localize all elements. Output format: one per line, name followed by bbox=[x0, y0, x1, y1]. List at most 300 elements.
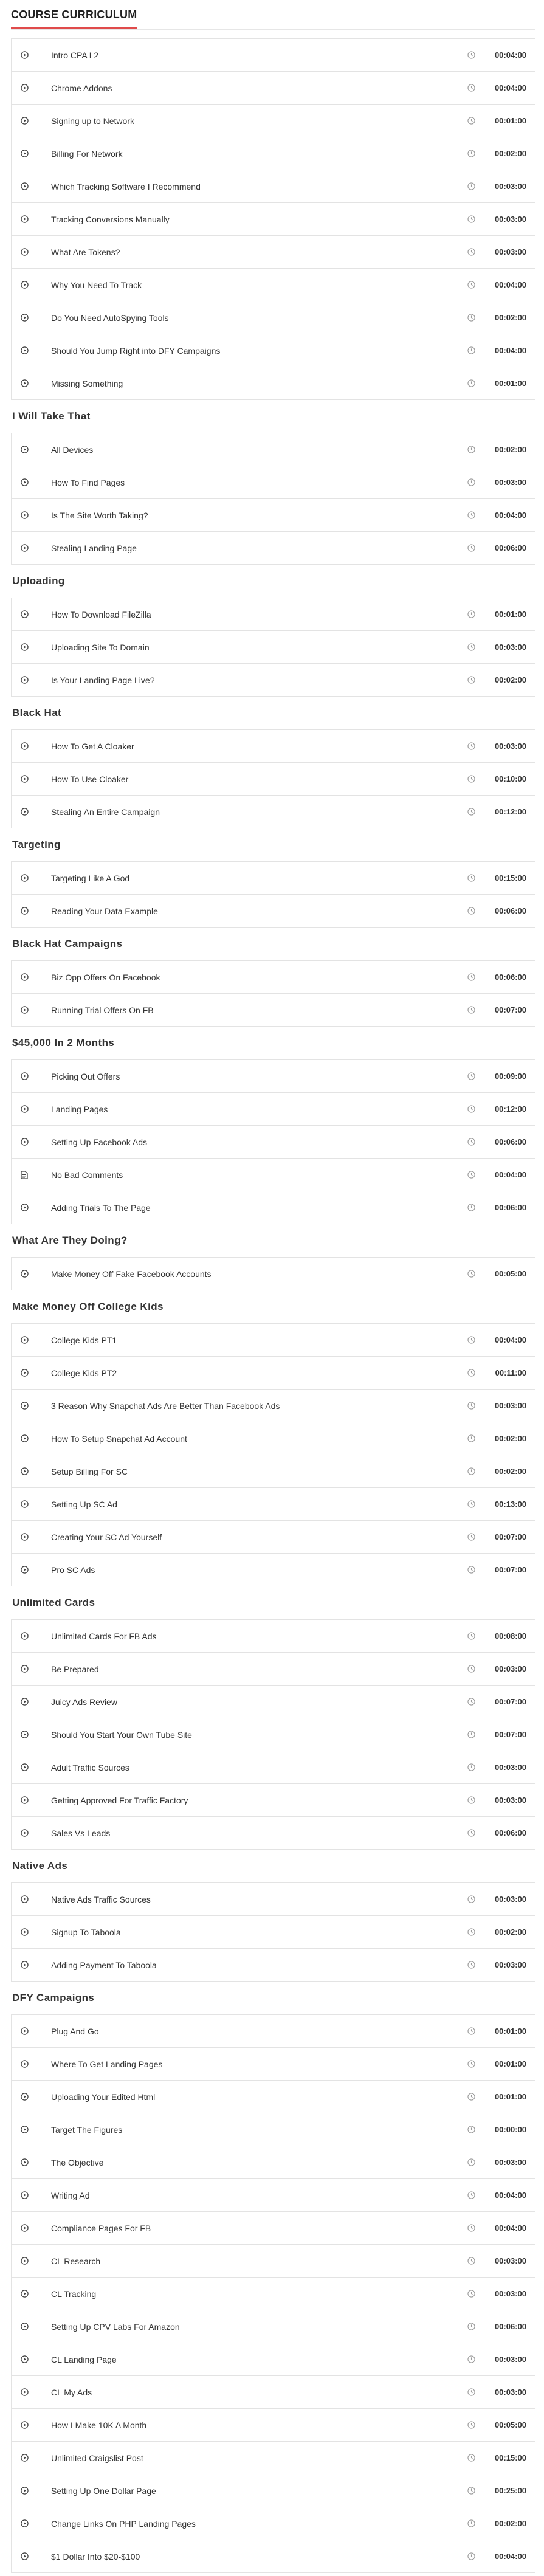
lesson-title[interactable]: Make Money Off Fake Facebook Accounts bbox=[51, 1269, 212, 1279]
play-circle-icon bbox=[20, 1632, 29, 1641]
clock-icon bbox=[467, 2454, 475, 2462]
lesson-meta bbox=[467, 2223, 526, 2233]
play-circle-icon bbox=[20, 2388, 29, 2397]
clock-icon bbox=[467, 215, 475, 224]
lesson-row[interactable] bbox=[12, 1258, 535, 1290]
clock-icon bbox=[467, 2355, 475, 2364]
lesson-title[interactable]: All Devices bbox=[51, 444, 94, 455]
lesson-title[interactable]: College Kids PT1 bbox=[51, 1335, 117, 1345]
lesson-row[interactable] bbox=[12, 301, 535, 334]
lesson-title[interactable]: How To Find Pages bbox=[51, 477, 125, 487]
curriculum-section bbox=[11, 828, 535, 928]
lesson-title[interactable]: Stealing Landing Page bbox=[51, 543, 137, 553]
lesson-row[interactable] bbox=[12, 1093, 535, 1126]
curriculum-section bbox=[11, 1586, 535, 1850]
play-circle-icon bbox=[20, 2355, 29, 2364]
lesson-row[interactable] bbox=[12, 2146, 535, 2179]
lesson-title[interactable]: Pro SC Ads bbox=[51, 1565, 95, 1575]
play-circle-icon bbox=[20, 1566, 29, 1574]
lesson-duration: 00:10:00 bbox=[494, 774, 526, 783]
play-circle-icon bbox=[20, 2191, 29, 2200]
lesson-row[interactable] bbox=[12, 2507, 535, 2540]
lesson-title[interactable]: How To Use Cloaker bbox=[51, 774, 129, 784]
lesson-title[interactable]: Compliance Pages For FB bbox=[51, 2223, 151, 2233]
lesson-meta bbox=[467, 675, 526, 684]
lesson-row[interactable] bbox=[12, 236, 535, 269]
curriculum-section bbox=[11, 38, 535, 400]
clock-icon bbox=[467, 150, 475, 158]
lesson-meta bbox=[467, 182, 526, 191]
lesson-title[interactable]: CL Research bbox=[51, 2256, 101, 2266]
lesson-row[interactable] bbox=[12, 203, 535, 236]
lesson-meta bbox=[467, 313, 526, 322]
play-circle-icon bbox=[20, 1270, 29, 1278]
lesson-list bbox=[11, 1059, 535, 1224]
lesson-meta bbox=[467, 215, 526, 224]
clock-icon bbox=[467, 2421, 475, 2430]
clock-icon bbox=[467, 1632, 475, 1641]
lesson-row[interactable] bbox=[12, 2048, 535, 2081]
clock-icon bbox=[467, 1105, 475, 1114]
lesson-row[interactable] bbox=[12, 2081, 535, 2113]
lesson-meta bbox=[467, 2289, 526, 2298]
play-circle-icon bbox=[20, 2257, 29, 2265]
lesson-title[interactable]: Landing Pages bbox=[51, 1104, 108, 1114]
lesson-list bbox=[11, 1882, 535, 1982]
lesson-duration: 00:12:00 bbox=[494, 1104, 526, 1114]
lesson-meta bbox=[467, 379, 526, 388]
lesson-meta bbox=[467, 2059, 526, 2068]
lesson-meta bbox=[467, 1269, 526, 1278]
lesson-meta bbox=[467, 1401, 526, 1410]
lesson-row[interactable] bbox=[12, 1126, 535, 1159]
lesson-title[interactable]: Stealing An Entire Campaign bbox=[51, 807, 160, 817]
lesson-meta bbox=[467, 1072, 526, 1081]
lesson-title[interactable]: Unlimited Craigslist Post bbox=[51, 2453, 143, 2463]
lesson-title[interactable]: Intro CPA L2 bbox=[51, 50, 99, 60]
lesson-duration: 00:02:00 bbox=[494, 2519, 526, 2528]
lesson-meta bbox=[467, 1763, 526, 1772]
lesson-title[interactable]: Setup Billing For SC bbox=[51, 1466, 128, 1476]
lesson-title[interactable]: Setting Up One Dollar Page bbox=[51, 2485, 156, 2496]
lesson-duration: 00:04:00 bbox=[494, 2191, 526, 2200]
curriculum-section bbox=[11, 1850, 535, 1982]
lesson-title[interactable]: Should You Jump Right into DFY Campaigns bbox=[51, 345, 221, 356]
lesson-duration: 00:07:00 bbox=[494, 1005, 526, 1014]
clock-icon bbox=[467, 478, 475, 487]
lesson-title[interactable]: Native Ads Traffic Sources bbox=[51, 1894, 151, 1904]
lesson-title[interactable]: Picking Out Offers bbox=[51, 1071, 120, 1081]
clock-icon bbox=[467, 1731, 475, 1739]
page-title: COURSE CURRICULUM bbox=[11, 0, 137, 29]
lesson-list bbox=[11, 729, 535, 828]
lesson-row[interactable] bbox=[12, 1883, 535, 1916]
lesson-list bbox=[11, 861, 535, 928]
lesson-row[interactable] bbox=[12, 763, 535, 796]
lesson-row[interactable] bbox=[12, 334, 535, 367]
lesson-title[interactable]: Signup To Taboola bbox=[51, 1927, 121, 1937]
clock-icon bbox=[467, 1402, 475, 1410]
lesson-list bbox=[11, 960, 535, 1027]
lesson-title[interactable]: Chrome Addons bbox=[51, 83, 112, 93]
lesson-row[interactable] bbox=[12, 1784, 535, 1817]
lesson-title[interactable]: Getting Approved For Traffic Factory bbox=[51, 1795, 188, 1805]
clock-icon bbox=[467, 511, 475, 520]
lesson-duration: 00:03:00 bbox=[494, 247, 526, 257]
lesson-title[interactable]: CL Landing Page bbox=[51, 2354, 117, 2364]
lesson-title[interactable]: Adding Trials To The Page bbox=[51, 1202, 151, 1213]
lesson-list bbox=[11, 1323, 535, 1586]
lesson-row[interactable] bbox=[12, 598, 535, 631]
lesson-list bbox=[11, 1257, 535, 1290]
lesson-row[interactable] bbox=[12, 862, 535, 895]
lesson-duration: 00:01:00 bbox=[494, 116, 526, 125]
lesson-row[interactable] bbox=[12, 137, 535, 170]
lesson-row[interactable] bbox=[12, 1817, 535, 1850]
play-circle-icon bbox=[20, 379, 29, 388]
lesson-title[interactable]: Juicy Ads Review bbox=[51, 1696, 117, 1707]
play-circle-icon bbox=[20, 1533, 29, 1541]
lesson-row[interactable] bbox=[12, 1653, 535, 1686]
lesson-duration: 00:03:00 bbox=[494, 2289, 526, 2298]
section-title: What Are They Doing? bbox=[12, 1235, 128, 1246]
lesson-row[interactable] bbox=[12, 796, 535, 828]
clock-icon bbox=[467, 2027, 475, 2036]
curriculum-section bbox=[11, 1982, 535, 2573]
lesson-title[interactable]: 3 Reason Why Snapchat Ads Are Better Than Facebook Ads bbox=[51, 1400, 280, 1411]
play-circle-icon bbox=[20, 1006, 29, 1014]
lesson-duration: 00:03:00 bbox=[494, 1763, 526, 1772]
lesson-title[interactable]: Adding Payment To Taboola bbox=[51, 1960, 157, 1970]
lesson-meta bbox=[467, 2125, 526, 2134]
lesson-list bbox=[11, 433, 535, 565]
lesson-duration: 00:01:00 bbox=[494, 2027, 526, 2036]
lesson-duration: 00:04:00 bbox=[494, 50, 526, 60]
lesson-row[interactable] bbox=[12, 269, 535, 301]
lesson-duration: 00:02:00 bbox=[494, 1927, 526, 1937]
lesson-row[interactable] bbox=[12, 1191, 535, 1224]
section-title: Uploading bbox=[12, 575, 65, 587]
clock-icon bbox=[467, 874, 475, 883]
lesson-duration: 00:04:00 bbox=[494, 280, 526, 289]
lesson-title[interactable]: Should You Start Your Own Tube Site bbox=[51, 1729, 192, 1740]
lesson-duration: 00:04:00 bbox=[494, 2223, 526, 2233]
lesson-title[interactable]: Is Your Landing Page Live? bbox=[51, 675, 155, 685]
clock-icon bbox=[467, 1336, 475, 1345]
lesson-title[interactable]: Writing Ad bbox=[51, 2190, 90, 2200]
lesson-title[interactable]: Adult Traffic Sources bbox=[51, 1762, 129, 1772]
play-circle-icon bbox=[20, 742, 29, 751]
lesson-row[interactable] bbox=[12, 72, 535, 105]
lesson-row[interactable] bbox=[12, 1916, 535, 1949]
lesson-meta bbox=[467, 774, 526, 783]
lesson-title[interactable]: Is The Site Worth Taking? bbox=[51, 510, 148, 520]
clock-icon bbox=[467, 314, 475, 322]
clock-icon bbox=[467, 248, 475, 257]
lesson-meta bbox=[467, 1730, 526, 1739]
lesson-meta bbox=[467, 742, 526, 751]
lesson-list bbox=[11, 598, 535, 697]
lesson-title[interactable]: Do You Need AutoSpying Tools bbox=[51, 312, 169, 323]
lesson-title[interactable]: Sales Vs Leads bbox=[51, 1828, 111, 1838]
lesson-duration: 00:03:00 bbox=[494, 1895, 526, 1904]
lesson-row[interactable] bbox=[12, 2278, 535, 2310]
lesson-meta bbox=[467, 1467, 526, 1476]
lesson-title[interactable]: CL My Ads bbox=[51, 2387, 92, 2397]
lesson-row[interactable] bbox=[12, 1686, 535, 1718]
lesson-title[interactable]: Creating Your SC Ad Yourself bbox=[51, 1532, 162, 1542]
lesson-duration: 00:13:00 bbox=[494, 1500, 526, 1509]
play-circle-icon bbox=[20, 248, 29, 257]
lesson-duration: 00:07:00 bbox=[494, 1730, 526, 1739]
lesson-meta bbox=[467, 1796, 526, 1805]
lesson-row[interactable] bbox=[12, 1159, 535, 1191]
clock-icon bbox=[467, 446, 475, 454]
section-title: I Will Take That bbox=[12, 410, 91, 422]
play-circle-icon bbox=[20, 2093, 29, 2101]
lesson-title[interactable]: CL Tracking bbox=[51, 2288, 97, 2299]
lesson-row[interactable] bbox=[12, 994, 535, 1027]
lesson-row[interactable] bbox=[12, 2376, 535, 2409]
play-circle-icon bbox=[20, 2158, 29, 2167]
lesson-duration: 00:05:00 bbox=[494, 2420, 526, 2430]
lesson-row[interactable] bbox=[12, 2343, 535, 2376]
lesson-row[interactable] bbox=[12, 2015, 535, 2048]
lesson-title[interactable]: Unlimited Cards For FB Ads bbox=[51, 1631, 157, 1641]
lesson-title[interactable]: Uploading Site To Domain bbox=[51, 642, 150, 652]
curriculum-section bbox=[11, 565, 535, 697]
lesson-row[interactable] bbox=[12, 105, 535, 137]
lesson-row[interactable] bbox=[12, 895, 535, 928]
lesson-title[interactable]: Tracking Conversions Manually bbox=[51, 214, 170, 224]
lesson-row[interactable] bbox=[12, 1949, 535, 1982]
play-circle-icon bbox=[20, 643, 29, 652]
lesson-title[interactable]: Reading Your Data Example bbox=[51, 906, 158, 916]
lesson-meta bbox=[467, 1137, 526, 1146]
lesson-meta bbox=[467, 1927, 526, 1937]
lesson-duration: 00:01:00 bbox=[494, 610, 526, 619]
lesson-row[interactable] bbox=[12, 2179, 535, 2212]
play-circle-icon bbox=[20, 2060, 29, 2068]
lesson-meta bbox=[467, 807, 526, 816]
lesson-row[interactable] bbox=[12, 170, 535, 203]
lesson-title[interactable]: Plug And Go bbox=[51, 2026, 99, 2036]
section-title: DFY Campaigns bbox=[12, 1992, 95, 2003]
lesson-meta bbox=[467, 2322, 526, 2331]
clock-icon bbox=[467, 2519, 475, 2528]
lesson-meta bbox=[467, 511, 526, 520]
play-circle-icon bbox=[20, 1336, 29, 1345]
lesson-row[interactable] bbox=[12, 1324, 535, 1357]
play-circle-icon bbox=[20, 1138, 29, 1146]
lesson-duration: 00:02:00 bbox=[494, 313, 526, 322]
lesson-meta bbox=[467, 2453, 526, 2462]
play-circle-icon bbox=[20, 346, 29, 355]
lesson-meta bbox=[467, 2519, 526, 2528]
clock-icon bbox=[467, 2191, 475, 2200]
lesson-duration: 00:12:00 bbox=[494, 807, 526, 816]
lesson-row[interactable] bbox=[12, 961, 535, 994]
lesson-meta bbox=[467, 1895, 526, 1904]
lesson-meta bbox=[467, 83, 526, 92]
lesson-meta bbox=[467, 610, 526, 619]
section-title: $45,000 In 2 Months bbox=[12, 1037, 115, 1049]
lesson-title[interactable]: Where To Get Landing Pages bbox=[51, 2059, 163, 2069]
lesson-meta bbox=[467, 973, 526, 982]
lesson-title[interactable]: How To Download FileZilla bbox=[51, 609, 151, 619]
lesson-row[interactable] bbox=[12, 466, 535, 499]
lesson-row[interactable] bbox=[12, 2474, 535, 2507]
lesson-row[interactable] bbox=[12, 1060, 535, 1093]
lesson-meta bbox=[467, 1532, 526, 1541]
clock-icon bbox=[467, 544, 475, 553]
lesson-duration: 00:04:00 bbox=[494, 83, 526, 92]
lesson-title[interactable]: Running Trial Offers On FB bbox=[51, 1005, 154, 1015]
lesson-meta bbox=[467, 2552, 526, 2561]
lesson-meta bbox=[467, 1500, 526, 1509]
clock-icon bbox=[467, 1796, 475, 1805]
lesson-row[interactable] bbox=[12, 730, 535, 763]
lesson-meta bbox=[467, 1104, 526, 1114]
lesson-title[interactable]: College Kids PT2 bbox=[51, 1368, 117, 1378]
lesson-title[interactable]: $1 Dollar Into $20-$100 bbox=[51, 2551, 140, 2561]
clock-icon bbox=[467, 346, 475, 355]
lesson-duration: 00:15:00 bbox=[494, 2453, 526, 2462]
lesson-row[interactable] bbox=[12, 1488, 535, 1521]
play-circle-icon bbox=[20, 544, 29, 553]
lesson-title[interactable]: Target The Figures bbox=[51, 2124, 123, 2135]
lesson-row[interactable] bbox=[12, 1390, 535, 1422]
clock-icon bbox=[467, 643, 475, 652]
clock-icon bbox=[467, 1500, 475, 1509]
lesson-title[interactable]: Setting Up CPV Labs For Amazon bbox=[51, 2321, 180, 2332]
lesson-meta bbox=[467, 445, 526, 454]
play-circle-icon bbox=[20, 182, 29, 191]
lesson-title[interactable]: Setting Up SC Ad bbox=[51, 1499, 117, 1509]
lesson-row[interactable] bbox=[12, 1521, 535, 1554]
lesson-row[interactable] bbox=[12, 1751, 535, 1784]
lesson-row[interactable] bbox=[12, 2442, 535, 2474]
lesson-duration: 00:03:00 bbox=[494, 2355, 526, 2364]
lesson-title[interactable]: No Bad Comments bbox=[51, 1169, 123, 1180]
play-circle-icon bbox=[20, 446, 29, 454]
title-bar bbox=[11, 0, 535, 30]
lesson-row[interactable] bbox=[12, 664, 535, 697]
clock-icon bbox=[467, 2552, 475, 2561]
lesson-duration: 00:11:00 bbox=[495, 1368, 526, 1377]
lesson-title[interactable]: Change Links On PHP Landing Pages bbox=[51, 2518, 196, 2529]
lesson-meta bbox=[467, 346, 526, 355]
lesson-title[interactable]: How I Make 10K A Month bbox=[51, 2420, 147, 2430]
lesson-row[interactable] bbox=[12, 2212, 535, 2245]
lesson-row[interactable] bbox=[12, 1554, 535, 1586]
lesson-title[interactable]: Uploading Your Edited Html bbox=[51, 2092, 156, 2102]
clock-icon bbox=[467, 1434, 475, 1443]
lesson-row[interactable] bbox=[12, 1718, 535, 1751]
lesson-row[interactable] bbox=[12, 1455, 535, 1488]
lesson-title[interactable]: Setting Up Facebook Ads bbox=[51, 1137, 147, 1147]
play-circle-icon bbox=[20, 511, 29, 520]
lesson-title[interactable]: How To Setup Snapchat Ad Account bbox=[51, 1433, 187, 1444]
lesson-meta bbox=[467, 2256, 526, 2265]
play-circle-icon bbox=[20, 1961, 29, 1969]
lesson-row[interactable] bbox=[12, 631, 535, 664]
lesson-duration: 00:03:00 bbox=[494, 2388, 526, 2397]
lesson-duration: 00:02:00 bbox=[494, 445, 526, 454]
clock-icon bbox=[467, 2388, 475, 2397]
clock-icon bbox=[467, 808, 475, 816]
curriculum-section bbox=[11, 1290, 535, 1586]
lesson-meta bbox=[467, 1631, 526, 1641]
lesson-title[interactable]: How To Get A Cloaker bbox=[51, 741, 134, 751]
lesson-title[interactable]: Signing up to Network bbox=[51, 115, 134, 126]
clock-icon bbox=[467, 907, 475, 915]
lesson-meta bbox=[467, 2158, 526, 2167]
play-circle-icon bbox=[20, 1467, 29, 1476]
lesson-row[interactable] bbox=[12, 2409, 535, 2442]
lesson-row[interactable] bbox=[12, 367, 535, 400]
play-circle-icon bbox=[20, 314, 29, 322]
clock-icon bbox=[467, 2126, 475, 2134]
play-circle-icon bbox=[20, 1204, 29, 1212]
section-title: Unlimited Cards bbox=[12, 1597, 95, 1608]
play-circle-icon bbox=[20, 2421, 29, 2430]
lesson-row[interactable] bbox=[12, 2245, 535, 2278]
lesson-list bbox=[11, 38, 535, 400]
clock-icon bbox=[467, 51, 475, 60]
clock-icon bbox=[467, 117, 475, 125]
lesson-title[interactable]: Biz Opp Offers On Facebook bbox=[51, 972, 160, 982]
lesson-row[interactable] bbox=[12, 39, 535, 72]
lesson-title[interactable]: Billing For Network bbox=[51, 148, 123, 159]
lesson-row[interactable] bbox=[12, 433, 535, 466]
lesson-title[interactable]: The Objective bbox=[51, 2157, 104, 2168]
play-circle-icon bbox=[20, 117, 29, 125]
lesson-row[interactable] bbox=[12, 1620, 535, 1653]
lesson-duration: 00:03:00 bbox=[494, 1401, 526, 1410]
curriculum-section bbox=[11, 1224, 535, 1290]
section-title: Targeting bbox=[12, 839, 61, 850]
lesson-row[interactable] bbox=[12, 499, 535, 532]
lesson-meta bbox=[467, 247, 526, 257]
lesson-duration: 00:04:00 bbox=[494, 1335, 526, 1345]
lesson-row[interactable] bbox=[12, 2113, 535, 2146]
clock-icon bbox=[467, 1698, 475, 1706]
clock-icon bbox=[467, 2093, 475, 2101]
clock-icon bbox=[467, 1138, 475, 1146]
lesson-title[interactable]: What Are Tokens? bbox=[51, 247, 120, 257]
lesson-title[interactable]: Be Prepared bbox=[51, 1664, 99, 1674]
lesson-meta bbox=[467, 2486, 526, 2495]
play-circle-icon bbox=[20, 281, 29, 289]
lesson-row[interactable] bbox=[12, 2540, 535, 2573]
play-circle-icon bbox=[20, 610, 29, 619]
lesson-duration: 00:03:00 bbox=[494, 1796, 526, 1805]
curriculum-section bbox=[11, 697, 535, 828]
lesson-meta bbox=[467, 50, 526, 60]
lesson-row[interactable] bbox=[12, 532, 535, 565]
lesson-row[interactable] bbox=[12, 1357, 535, 1390]
lesson-meta bbox=[467, 1005, 526, 1014]
lesson-title[interactable]: Missing Something bbox=[51, 378, 123, 388]
document-icon bbox=[20, 1171, 29, 1179]
play-circle-icon bbox=[20, 1829, 29, 1837]
lesson-title[interactable]: Targeting Like A God bbox=[51, 873, 130, 883]
lesson-title[interactable]: Which Tracking Software I Recommend bbox=[51, 181, 201, 191]
lesson-row[interactable] bbox=[12, 1422, 535, 1455]
lesson-row[interactable] bbox=[12, 2310, 535, 2343]
lesson-title[interactable]: Why You Need To Track bbox=[51, 280, 142, 290]
